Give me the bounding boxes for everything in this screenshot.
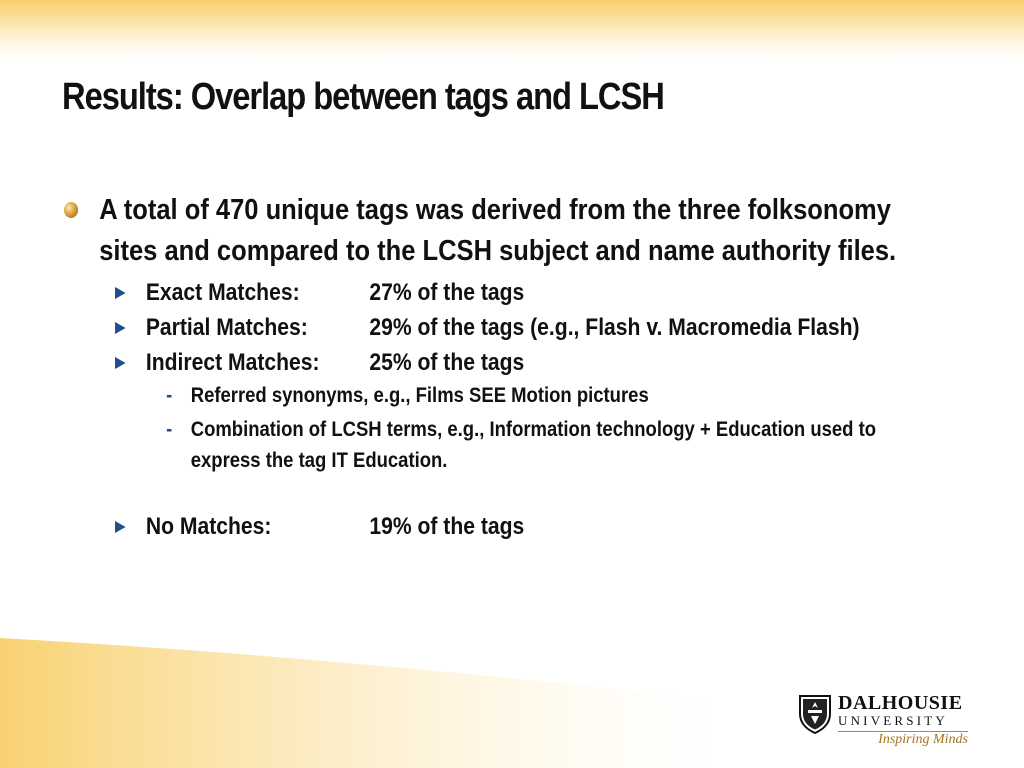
dash-bullet-icon: - <box>166 384 173 407</box>
top-gradient-band <box>0 0 1024 60</box>
triangle-arrow-icon <box>115 357 126 369</box>
match-label: Exact Matches: <box>145 279 300 306</box>
dalhousie-logo <box>798 694 978 754</box>
match-label: Indirect Matches: <box>145 349 320 376</box>
match-value: 27% of the tags <box>369 279 525 306</box>
match-item-indirect <box>64 348 944 377</box>
match-item-exact <box>64 278 944 307</box>
match-value: 29% of the tags (e.g., Flash v. Macromedia Flash) <box>369 314 860 341</box>
match-value: 19% of the tags <box>369 513 525 540</box>
match-label: No Matches: <box>145 513 272 540</box>
triangle-arrow-icon <box>115 322 126 334</box>
gold-bullet-icon <box>64 202 78 218</box>
match-item-partial <box>64 313 944 342</box>
logo-name-text: DALHOUSIE <box>838 692 963 714</box>
match-value: 25% of the tags <box>369 349 525 376</box>
slide-title: Results: Overlap between tags and LCSH <box>62 76 664 118</box>
dash-bullet-icon: - <box>166 418 173 441</box>
match-label: Partial Matches: <box>145 314 308 341</box>
slide-content <box>64 190 944 541</box>
match-item-none <box>64 512 944 541</box>
logo-university-text: UNIVERSITY <box>838 713 948 728</box>
detail-text: Referred synonyms, e.g., Films SEE Motion pictures <box>190 384 649 407</box>
indirect-detail-combination <box>64 414 939 476</box>
main-bullet-point <box>64 190 944 272</box>
indirect-detail-synonyms <box>64 380 939 411</box>
crest-shield-icon <box>798 694 832 734</box>
logo-tagline: Inspiring Minds <box>878 732 968 747</box>
detail-text: Combination of LCSH terms, e.g., Information technology + Education used to express the tag IT Education. <box>190 418 877 472</box>
main-bullet-text: A total of 470 unique tags was derived from the three folksonomy sites and compared to the LCSH subject and name authority files. <box>99 194 897 267</box>
triangle-arrow-icon <box>115 521 126 533</box>
triangle-arrow-icon <box>115 287 126 299</box>
